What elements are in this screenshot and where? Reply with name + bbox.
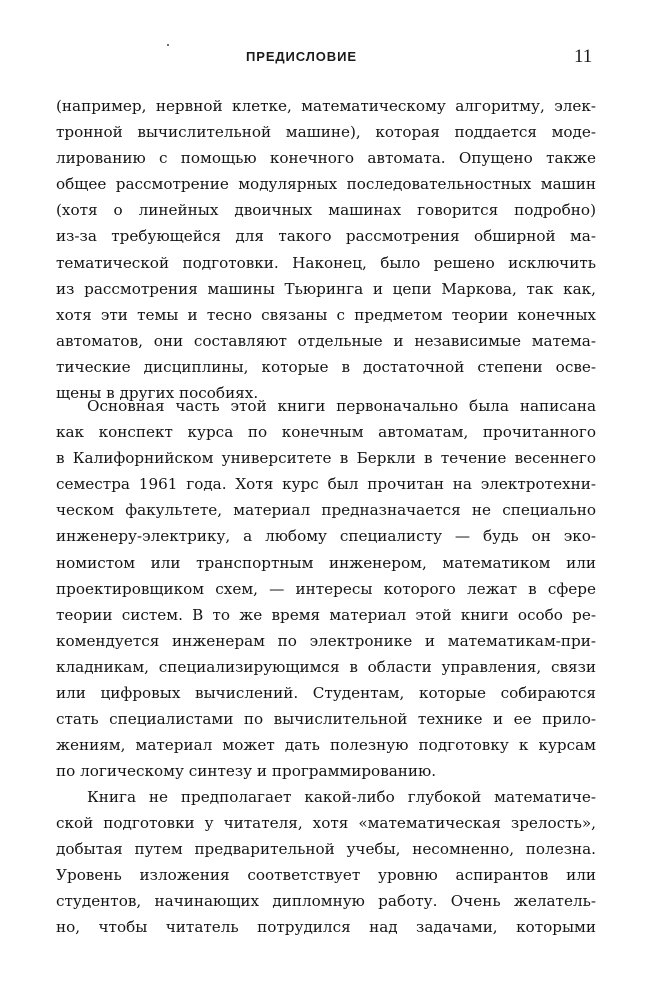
text-line: (хотя о линейных двоичных машинах говорится подробно) [56,201,596,220]
text-line: из-за требующейся для такого рассмотрения обширной ма- [56,227,596,246]
text-line: ской подготовки у читателя, хотя «математическая зрелость», [56,814,596,833]
page-number: 11 [574,46,593,67]
text-line: ческом факультете, материал предназначается не специально [56,501,596,520]
text-line: общее рассмотрение модулярных последовательностных машин [56,175,596,194]
text-line: тематической подготовки. Наконец, было решено исключить [56,253,596,272]
text-line: лированию с помощью конечного автомата. Опущено также [56,149,596,168]
text-line: Уровень изложения соответствует уровню аспирантов или [56,866,596,885]
text-line: по логическому синтезу и программированию. [56,762,437,781]
text-line: или цифровых вычислений. Студентам, которые собираются [56,684,596,703]
text-line: Основная часть этой книги первоначально была написана [87,397,596,415]
paragraph-1 [56,93,596,406]
paragraph-2 [56,393,596,784]
text-line: инженеру-электрику, а любому специалисту — будь он эко- [56,527,596,546]
text-line: семестра 1961 года. Хотя курс был прочитан на электротехни- [56,475,596,494]
text-line: автоматов, они составляют отдельные и независимые матема- [56,331,596,350]
text-line: стать специалистами по вычислительной технике и ее прило- [56,710,596,729]
text-line: проектировщиком схем, — интересы которого лежат в сфере [56,579,596,598]
text-line: (например, нервной клетке, математическому алгоритму, элек- [56,97,596,115]
text-line: жениям, материал может дать полезную подготовку к курсам [56,736,596,755]
text-line: тронной вычислительной машине), которая поддается моде- [56,123,596,142]
text-line: кладникам, специализирующимся в области управления, связи [56,657,596,676]
text-line: щены в других пособиях. [56,384,259,403]
text-line: добытая путем предварительной учебы, несомненно, полезна. [56,840,596,859]
text-line: тические дисциплины, которые в достаточной степени осве- [56,357,596,376]
text-line: но, чтобы читатель потрудился над задачами, которыми [56,918,596,937]
text-line: в Калифорнийском университете в Беркли в течение весеннего [56,449,596,468]
text-line: хотя эти темы и тесно связаны с предметом теории конечных [56,305,596,324]
print-speck [167,44,169,46]
text-line: комендуется инженерам по электронике и математикам-при- [56,631,596,650]
text-line: номистом или транспортным инженером, математиком или [56,553,596,572]
text-line: из рассмотрения машины Тьюринга и цепи Маркова, так как, [56,279,596,298]
text-line: студентов, начинающих дипломную работу. Очень желатель- [56,892,596,911]
paragraph-3 [56,784,596,941]
running-head-title: ПРЕДИСЛОВИЕ [246,49,357,64]
text-line: Книга не предполагает какой-либо глубокой математиче- [87,788,596,806]
text-line: теории систем. В то же время материал этой книги особо ре- [56,605,596,624]
text-line: как конспект курса по конечным автоматам, прочитанного [56,423,596,442]
